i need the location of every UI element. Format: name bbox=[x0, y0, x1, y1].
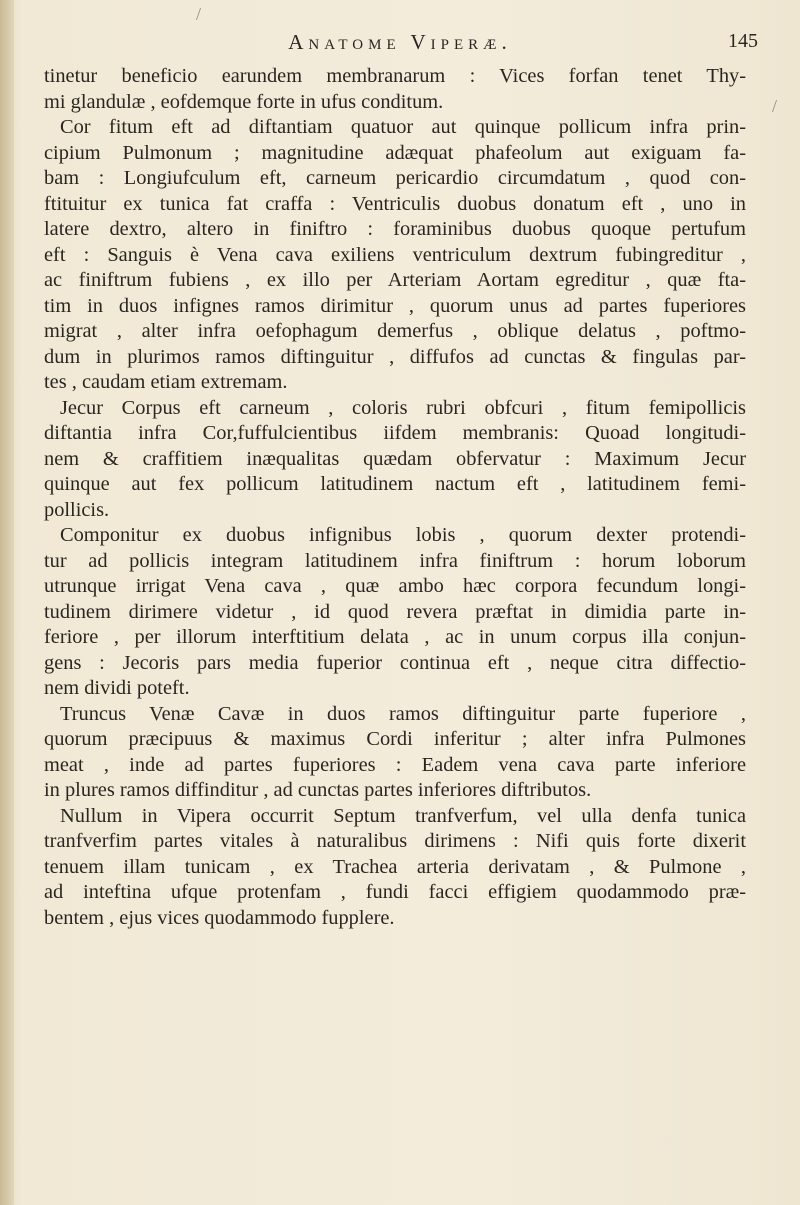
text-line: in plures ramos diffinditur , ad cunctas partes inferiores diftributos. bbox=[44, 779, 592, 801]
body-text bbox=[44, 64, 746, 931]
text-line: Truncus Venæ Cavæ in duos ramos diftinguitur parte fuperiore , bbox=[60, 702, 746, 725]
text-line: Cor fitum eft ad diftantiam quatuor aut quinque pollicum infra prin- bbox=[60, 116, 746, 138]
text-line: Jecur Corpus eft carneum , coloris rubri obfcuri , fitum femipollicis bbox=[60, 396, 746, 419]
text-line: nem dividi poteft. bbox=[44, 677, 190, 699]
text-line: bentem , ejus vices quodammodo fupplere. bbox=[44, 906, 395, 929]
text-line: quorum præcipuus & maximus Cordi inferitur ; alter infra Pulmones bbox=[44, 728, 746, 750]
binding-gutter bbox=[0, 0, 14, 1205]
text-line: nem & craffitiem inæqualitas quædam obfervatur : Maximum Jecur bbox=[44, 447, 746, 470]
text-line: pollicis. bbox=[44, 498, 110, 521]
text-line: ac finiftrum fubiens , ex illo per Arteriam Aortam egreditur , quæ fta- bbox=[44, 269, 746, 291]
text-line: bam : Longiufculum eft, carneum pericardio circumdatum , quod con- bbox=[44, 167, 746, 189]
text-line: utrunque irrigat Vena cava , quæ ambo hæc corpora fecundum longi- bbox=[44, 575, 746, 597]
text-line: tes , caudam etiam extremam. bbox=[44, 371, 288, 393]
text-line: eft : Sanguis è Vena cava exiliens ventriculum dextrum fubingreditur , bbox=[44, 243, 746, 266]
margin-stray-mark: / bbox=[772, 96, 778, 116]
page-number: 145 bbox=[728, 30, 758, 52]
text-line: tranfverfim partes vitales à naturalibus dirimens : Nifi quis forte dixerit bbox=[44, 830, 746, 852]
top-stray-mark: / bbox=[196, 4, 202, 24]
text-line: Nullum in Vipera occurrit Septum tranfverfum, vel ulla denfa tunica bbox=[60, 804, 746, 827]
text-line: tur ad pollicis integram latitudinem infra finiftrum : horum loborum bbox=[44, 549, 746, 572]
text-line: ftituitur ex tunica fat craffa : Ventriculis duobus donatum eft , uno in bbox=[44, 192, 746, 215]
text-line: tim in duos infignes ramos dirimitur , quorum unus ad partes fuperiores bbox=[44, 294, 746, 317]
text-line: tenuem illam tunicam , ex Trachea arteria derivatam , & Pulmone , bbox=[44, 855, 746, 878]
text-line: quinque aut fex pollicum latitudinem nactum eft , latitudinem femi- bbox=[44, 473, 746, 495]
text-line: migrat , alter infra oefophagum demerfus , oblique delatus , poftmo- bbox=[44, 320, 746, 342]
text-line: tudinem dirimere videtur , id quod revera præftat in dimidia parte in- bbox=[44, 600, 746, 623]
text-line: ad inteftina ufque protenfam , fundi facci effigiem quodammodo præ- bbox=[44, 881, 746, 903]
text-line: tinetur beneficio earundem membranarum : Vices forfan tenet Thy- bbox=[44, 65, 746, 87]
text-line: latere dextro, altero in finiftro : foraminibus duobus quoque pertufum bbox=[44, 218, 746, 240]
text-line: dum in plurimos ramos diftinguitur , diffufos ad cunctas & fingulas par- bbox=[44, 345, 746, 368]
running-title: Anatome Viperæ. bbox=[288, 30, 512, 54]
running-head bbox=[30, 30, 770, 58]
text-line: cipium Pulmonum ; magnitudine adæquat phafeolum aut exiguam fa- bbox=[44, 141, 746, 164]
text-line: Componitur ex duobus infignibus lobis , quorum dexter protendi- bbox=[60, 524, 746, 546]
text-line: gens : Jecoris pars media fuperior continua eft , neque citra diffectio- bbox=[44, 651, 746, 674]
text-line: meat , inde ad partes fuperiores : Eadem vena cava parte inferiore bbox=[44, 753, 746, 776]
text-line: mi glandulæ , eofdemque forte in ufus conditum. bbox=[44, 90, 444, 113]
text-line: feriore , per illorum interftitium delata , ac in unum corpus illa conjun- bbox=[44, 626, 746, 648]
text-line: diftantia infra Cor,fuffulcientibus iifdem membranis: Quoad longitudi- bbox=[44, 422, 746, 444]
